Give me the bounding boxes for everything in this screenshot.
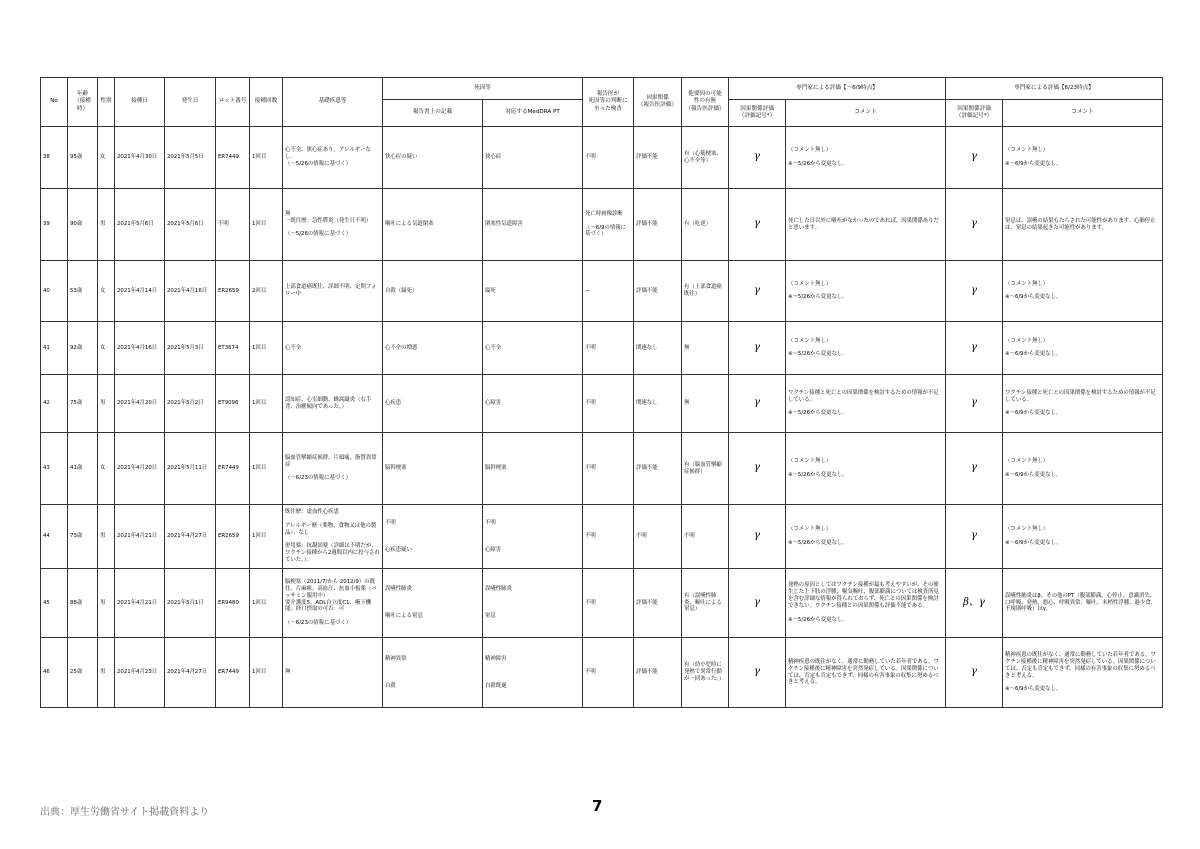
cell-comment-2: （コメント無し） ※〜6/9から変更なし。 [1003, 261, 1163, 322]
cell-dose: 1回目 [250, 127, 283, 189]
cell-report-description-item: 心不全の増悪 [385, 344, 418, 351]
adverse-event-table [40, 77, 1163, 708]
cell-eval-symbol-1: γ [729, 505, 786, 569]
cell-comment-1: （コメント無し） ※〜5/26から変更なし。 [786, 505, 946, 569]
cell-age: 75歳 [68, 375, 98, 433]
cell-no: 42 [41, 375, 68, 433]
cell-lot: ER2659 [216, 261, 250, 322]
cell-dose: 1回目 [250, 505, 283, 569]
cell-lot: ER7449 [216, 638, 250, 708]
header-underlying: 基礎疾患等 [283, 78, 383, 127]
cell-meddra-pt [483, 189, 583, 261]
cell-examination: 不明 [583, 505, 634, 569]
cell-causality-reporter: 評価不能 [634, 569, 682, 638]
cell-onset-date: 2021年4月27日 [165, 505, 216, 569]
header-comment-2: コメント [1003, 100, 1163, 127]
cell-vaccination-date: 2021年4月14日 [115, 261, 165, 322]
footer-source: 出典：厚生労働省サイト掲載資料より [40, 807, 210, 818]
cell-examination: 不明 [583, 569, 634, 638]
header-report-description: 報告書上の記載 [383, 100, 483, 127]
header-eval-symbol-2: 因果関係評価 （評価記号*） [946, 100, 1003, 127]
header-lot: ロット番号 [216, 78, 250, 127]
table-row [41, 127, 1163, 189]
cell-lot: ET9096 [216, 375, 250, 433]
cell-underlying: 心不全、狭心症あり。アレルギーなし。 （〜5/26の情報に基づく） [283, 127, 383, 189]
table-row [41, 375, 1163, 433]
cell-report-description-item: 嘔吐による窒息 [385, 613, 423, 619]
cell-report-description [383, 261, 483, 322]
cell-no: 44 [41, 505, 68, 569]
cell-underlying: 脳血管攣縮症候群、片頭痛、脂質異常症 （〜6/23の情報に基づく） [283, 433, 383, 505]
cell-report-description-item: 狭心症の疑い [385, 154, 418, 161]
cell-examination: 不明 [583, 375, 634, 433]
cell-comment-1: （コメント無し） ※〜5/26から変更なし。 [786, 322, 946, 375]
cell-underlying: 無 一既往歴：急性膵炎（発生日不明） （〜5/26の情報に基づく） [283, 189, 383, 261]
cell-sex: 女 [98, 322, 115, 375]
cell-age: 53歳 [68, 261, 98, 322]
cell-eval-symbol-1: γ [729, 433, 786, 505]
cell-sex: 男 [98, 569, 115, 638]
cell-causality-reporter: 評価不能 [634, 261, 682, 322]
cell-eval-symbol-2: γ [946, 375, 1003, 433]
header-vaccination-date: 接種日 [115, 78, 165, 127]
cell-meddra-pt-item: 狭心症 [485, 154, 502, 161]
cell-age: 73歳 [68, 505, 98, 569]
cell-lot: ET3674 [216, 322, 250, 375]
cell-report-description-item: 精神異常 [385, 655, 407, 662]
cell-other-factors: 有（吃逆） [682, 189, 729, 261]
cell-examination: 不明 [583, 322, 634, 375]
cell-vaccination-date: 2021年4月21日 [115, 569, 165, 638]
cell-comment-2: 誤嚥性肺炎はβ。その他のPT（腹部膨満、心停止、意識消失、口呼吸、発熱、悪心、呼吸異常、嘔吐、末梢性浮腫、過少食、不規則呼吸）はγ。 [1003, 569, 1163, 638]
cell-no: 41 [41, 322, 68, 375]
cell-comment-2: （コメント無し） ※〜6/9から変更なし。 [1003, 322, 1163, 375]
cell-sex: 男 [98, 375, 115, 433]
cell-vaccination-date: 2021年4月30日 [115, 127, 165, 189]
cell-comment-2: （コメント無し） ※〜6/9から変更なし。 [1003, 433, 1163, 505]
cell-report-description [383, 638, 483, 708]
cell-meddra-pt [483, 569, 583, 638]
cell-comment-1: （コメント無し） ※〜5/26から変更なし。 [786, 433, 946, 505]
cell-onset-date: 2021年4月27日 [165, 638, 216, 708]
cell-vaccination-date: 2021年5月6日 [115, 189, 165, 261]
cell-report-description [383, 433, 483, 505]
cell-dose: 1回目 [250, 189, 283, 261]
cell-onset-date: 2021年5月11日 [165, 433, 216, 505]
cell-comment-2: ワクチン接種と死亡との因果関係を検討するための情報が不足している。 ※〜6/9から変更なし。 [1003, 375, 1163, 433]
cell-meddra-pt [483, 127, 583, 189]
cell-lot: 不明 [216, 189, 250, 261]
cell-meddra-pt-item: 縊死 [485, 287, 496, 294]
cell-eval-symbol-2: γ [946, 505, 1003, 569]
cell-report-description [383, 569, 483, 638]
cell-lot: ER7449 [216, 433, 250, 505]
cell-no: 45 [41, 569, 68, 638]
cell-meddra-pt [483, 638, 583, 708]
cell-report-description-item: 自殺（縊死） [385, 287, 418, 294]
header-expert-0609: 専門家による評価【〜6/9時点】 [729, 78, 946, 100]
cell-vaccination-date: 2021年4月20日 [115, 433, 165, 505]
cell-eval-symbol-1: γ [729, 189, 786, 261]
cell-meddra-pt-item: 窒息 [485, 613, 496, 619]
cell-eval-symbol-2: γ [946, 127, 1003, 189]
header-examination: 報告医が 死因等の判断に 至った検査 [583, 78, 634, 127]
cell-meddra-pt [483, 505, 583, 569]
header-dose: 接種回数 [250, 78, 283, 127]
cell-other-factors: 有（誤嚥性肺炎、嘔吐による窒息） [682, 569, 729, 638]
cell-no: 39 [41, 189, 68, 261]
cell-eval-symbol-1: γ [729, 375, 786, 433]
cell-sex: 男 [98, 638, 115, 708]
header-comment-1: コメント [786, 100, 946, 127]
cell-eval-symbol-2: γ [946, 638, 1003, 708]
table-row [41, 433, 1163, 505]
cell-examination: 死亡時画像診断 （〜6/9の情報に基づく） [583, 189, 634, 261]
cell-sex: 女 [98, 433, 115, 505]
cell-age: 95歳 [68, 127, 98, 189]
cell-underlying: 脳梗塞（2011/7/から 2012/9）の既往、片麻痺、高血圧、抗血小板薬（バッサミン服用中） 要介護度5、ADL自立度C1、嚥下機能、経口摂取の可否：可 （〜6/23の情報に基づく） [283, 569, 383, 638]
cell-other-factors: 無 [682, 375, 729, 433]
cell-causality-reporter: 関連なし [634, 375, 682, 433]
cell-eval-symbol-2: γ [946, 322, 1003, 375]
cell-onset-date: 2021年4月16日 [165, 261, 216, 322]
cell-underlying: 無 [283, 638, 383, 708]
cell-underlying: 上部食道癌既往、詳細不明、定期フォロー中 [283, 261, 383, 322]
cell-examination: 不明 [583, 127, 634, 189]
cell-dose: 1回目 [250, 433, 283, 505]
cell-causality-reporter: 評価不能 [634, 638, 682, 708]
cell-meddra-pt-item: 心障害 [485, 546, 502, 553]
table-body [41, 127, 1163, 708]
cell-causality-reporter: 評価不能 [634, 127, 682, 189]
cell-comment-1: 精神疾患の既往がなく、通常に勤務していた若年者である。ワクチン接種後に精神障害を突然発症している。因果関係については、否定も肯定もできず、同様の有害事象の収集に努めるべきと考える。 [786, 638, 946, 708]
cell-eval-symbol-1: γ [729, 127, 786, 189]
cell-comment-2: 精神疾患の既往がなく、通常に勤務していた若年者である。ワクチン接種後に精神障害を突然発症している。因果関係については、否定も肯定もできず、同様の有害事象の収集に努めるべきと考える。 ※〜6/9から変更なし。 [1003, 638, 1163, 708]
header-eval-symbol-1: 因果関係評価 （評価記号*） [729, 100, 786, 127]
cell-report-description [383, 375, 483, 433]
header-other-factors: 他要因の可能 性の有無 （報告医評価） [682, 78, 729, 127]
cell-dose: 1回目 [250, 638, 283, 708]
cell-report-description-item: 心疾患 [385, 400, 402, 407]
cell-other-factors: 不明 [682, 505, 729, 569]
cell-report-description-item: 自殺 [385, 682, 396, 689]
cell-sex: 男 [98, 189, 115, 261]
cell-sex: 女 [98, 261, 115, 322]
cell-no: 43 [41, 433, 68, 505]
header-age: 年齢 （接種 時） [68, 78, 98, 127]
cell-underlying: 認知症、心室細動、蜂窩織炎（右手背、治癒傾向であった。） [283, 375, 383, 433]
cell-meddra-pt [483, 322, 583, 375]
header-onset-date: 発生日 [165, 78, 216, 127]
table-row [41, 261, 1163, 322]
cell-report-description-item: 脳幹梗塞 [385, 465, 407, 472]
cell-report-description [383, 127, 483, 189]
cell-age: 88歳 [68, 569, 98, 638]
header-sex: 性別 [98, 78, 115, 127]
cell-meddra-pt-item: 自殺既遂 [485, 682, 507, 689]
cell-meddra-pt-item: 不明 [485, 519, 496, 526]
cell-other-factors: 有（心筋梗塞、心不全等） [682, 127, 729, 189]
cell-causality-reporter: 評価不能 [634, 189, 682, 261]
cell-comment-1: 死亡した日以外に嘔吐がなかったのであれば、因果関係ありだと思います。 [786, 189, 946, 261]
table-row [41, 505, 1163, 569]
cell-examination: − [583, 261, 634, 322]
cell-comment-2: （コメント無し） ※〜6/9から変更なし。 [1003, 127, 1163, 189]
cell-dose: 2回目 [250, 261, 283, 322]
cell-eval-symbol-2: γ [946, 433, 1003, 505]
table-row [41, 569, 1163, 638]
cell-onset-date: 2021年5月3日 [165, 322, 216, 375]
header-no: No [41, 78, 68, 127]
cell-lot: ER2659 [216, 505, 250, 569]
cell-dose: 1回目 [250, 322, 283, 375]
cell-eval-symbol-1: γ [729, 638, 786, 708]
cell-meddra-pt [483, 261, 583, 322]
cell-no: 46 [41, 638, 68, 708]
cell-examination: 不明 [583, 638, 634, 708]
header-expert-0623: 専門家による評価【6/23時点】 [946, 78, 1163, 100]
cell-no: 38 [41, 127, 68, 189]
cell-comment-2: （コメント無し） ※〜6/9から変更なし。 [1003, 505, 1163, 569]
cell-vaccination-date: 2021年4月16日 [115, 322, 165, 375]
cell-vaccination-date: 2021年4月23日 [115, 638, 165, 708]
cell-sex: 女 [98, 127, 115, 189]
cell-report-description [383, 322, 483, 375]
cell-meddra-pt [483, 375, 583, 433]
cell-report-description-item: 不明 [385, 519, 396, 526]
cell-report-description-item: 心疾患疑い [385, 546, 412, 553]
cell-age: 90歳 [68, 189, 98, 261]
cell-vaccination-date: 2021年4月20日 [115, 375, 165, 433]
cell-meddra-pt-item: 心不全 [485, 344, 502, 351]
cell-report-description [383, 505, 483, 569]
cell-no: 40 [41, 261, 68, 322]
cell-meddra-pt-item: 脳幹梗塞 [485, 465, 507, 472]
cell-sex: 男 [98, 505, 115, 569]
cell-meddra-pt [483, 433, 583, 505]
cell-eval-symbol-2: γ [946, 189, 1003, 261]
cell-underlying: 心不全 [283, 322, 383, 375]
table-row [41, 638, 1163, 708]
cell-report-description [383, 189, 483, 261]
cell-other-factors: 有（上部食道癌既往） [682, 261, 729, 322]
cell-comment-1: 発熱の原因としてはワクチン接種が最も考えやすいが、その後生じた上下肢の浮腫、嘔気嘔吐、腹部膨満については検査所見を含む詳細な情報が得られておらず、死亡との因果関係を検討できない。ワクチン接種との因果関係も評価不能である。 ※〜5/26から変更なし。 [786, 569, 946, 638]
cell-other-factors: 無 [682, 322, 729, 375]
cell-eval-symbol-1: γ [729, 261, 786, 322]
header-causality-reporter: 因果関係 （報告医評価） [634, 78, 682, 127]
cell-age: 41歳 [68, 433, 98, 505]
cell-report-description-item: 嘔吐による気道閉塞 [385, 221, 434, 228]
cell-comment-2: 窒息は、誤嚥の結果もたらされた可能性があります。心肺停止は、窒息の結果起きた可能性があります。 [1003, 189, 1163, 261]
cell-eval-symbol-1: γ [729, 569, 786, 638]
cell-onset-date: 2021年5月1日 [165, 569, 216, 638]
cell-eval-symbol-2: γ [946, 261, 1003, 322]
cell-other-factors: 有（幼小児時に発熱で異常行動が一回あった。） [682, 638, 729, 708]
cell-onset-date: 2021年5月5日 [165, 127, 216, 189]
header-cause-of-death: 死因等 [383, 78, 583, 100]
cell-meddra-pt-item: 誤嚥性肺炎 [485, 586, 512, 593]
cell-comment-1: （コメント無し） ※〜5/26から変更なし。 [786, 261, 946, 322]
cell-other-factors: 有（脳血管攣縮症候群） [682, 433, 729, 505]
cell-report-description-item: 誤嚥性肺炎 [385, 586, 412, 593]
cell-underlying: 既往歴：虚血性心疾患 アレルギー歴（薬物、食物又は他の製品）：なし 併用薬：抗凝固薬（詳細は不明だが、ワクチン接種から2週間以内に投与されていた。）。 [283, 505, 383, 569]
cell-dose: 1回目 [250, 569, 283, 638]
cell-meddra-pt-item: 閉塞性気道障害 [485, 221, 523, 228]
cell-causality-reporter: 関連なし [634, 322, 682, 375]
cell-comment-1: ワクチン接種と死亡との因果関係を検討するための情報が不足している。 ※〜5/26から変更なし。 [786, 375, 946, 433]
cell-examination: 不明 [583, 433, 634, 505]
cell-meddra-pt-item: 精神障害 [485, 655, 507, 662]
cell-eval-symbol-1: γ [729, 322, 786, 375]
table-row [41, 322, 1163, 375]
cell-causality-reporter: 不明 [634, 505, 682, 569]
cell-dose: 1回目 [250, 375, 283, 433]
cell-meddra-pt-item: 心障害 [485, 400, 502, 407]
cell-age: 92歳 [68, 322, 98, 375]
cell-lot: ER9480 [216, 569, 250, 638]
cell-age: 25歳 [68, 638, 98, 708]
page-number: 7 [592, 797, 603, 815]
cell-lot: ER7449 [216, 127, 250, 189]
header-meddra-pt: 対応するMedDRA PT [483, 100, 583, 127]
cell-comment-1: （コメント無し） ※〜5/26から変更なし。 [786, 127, 946, 189]
cell-vaccination-date: 2021年4月21日 [115, 505, 165, 569]
table-row [41, 189, 1163, 261]
cell-eval-symbol-2: β、γ [946, 569, 1003, 638]
cell-onset-date: 2021年5月6日 [165, 189, 216, 261]
cell-onset-date: 2021年5月2日 [165, 375, 216, 433]
cell-causality-reporter: 評価不能 [634, 433, 682, 505]
